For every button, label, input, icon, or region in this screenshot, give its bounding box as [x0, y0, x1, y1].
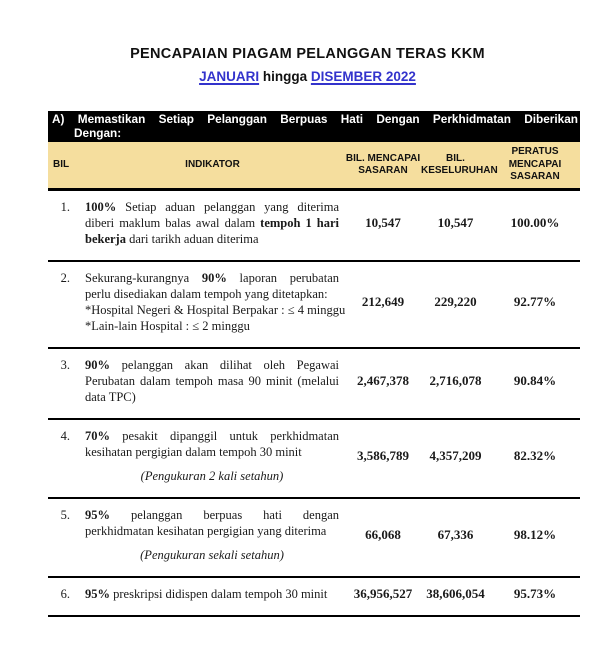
indicator-cell	[80, 199, 345, 247]
indicator-bold-segment: tempoh 1 hari bekerja	[85, 216, 340, 246]
mencapai-value: 212,649	[361, 294, 405, 309]
indicator-segment: pesakit dipanggil untuk perkhidmatan kesihatan pergigian dalam tempoh 30 minit	[85, 429, 339, 459]
keseluruhan-value: 67,336	[437, 527, 474, 542]
indicator-segment: laporan perubatan perlu disediakan dalam tempoh yang ditetapkan:	[85, 271, 340, 301]
table-row	[48, 576, 580, 615]
indicator-bold-segment: 90%	[85, 358, 110, 372]
section-header-band	[48, 111, 580, 142]
indicator-bold-segment: 95%	[85, 508, 110, 522]
col-mencapai-label: BIL. MENCAPAI SASARAN	[345, 152, 421, 176]
peratus-value: 92.77%	[513, 294, 557, 309]
row-number: 3.	[60, 358, 70, 372]
col-peratus-label: PERATUS MENCAPAI SASARAN	[508, 146, 562, 183]
col-keseluruhan-label: BIL. KESELURUHAN	[421, 152, 498, 176]
row-number: 1.	[60, 200, 70, 214]
indicator-text	[85, 428, 339, 460]
indicator-segment: Setiap aduan pelanggan yang diterima diberi maklum balas awal dalam	[85, 200, 339, 230]
indicator-cell	[80, 428, 345, 484]
indicator-text	[85, 507, 339, 539]
mencapai-value: 2,467,378	[357, 373, 409, 388]
table-row	[48, 418, 580, 497]
indicator-text	[85, 357, 339, 405]
row-number: 5.	[60, 508, 70, 522]
indicator-segment: dari tarikh aduan diterima	[125, 232, 259, 246]
indicator-extra-line: *Lain-lain Hospital : ≤ 2 minggu	[85, 319, 250, 333]
indicator-cell	[80, 270, 345, 334]
indicator-segment: preskripsi didispen dalam tempoh 30 minit	[110, 587, 328, 601]
mencapai-value: 10,547	[365, 215, 401, 230]
mencapai-value: 66,068	[365, 527, 401, 542]
indicator-note: (Pengukuran sekali setahun)	[140, 548, 284, 562]
keseluruhan-value: 38,606,054	[426, 586, 485, 601]
achievement-table	[48, 111, 580, 617]
indicator-bold-segment: 90%	[201, 271, 227, 285]
indicator-text	[85, 586, 339, 602]
peratus-value: 100.00%	[510, 215, 560, 230]
keseluruhan-value: 10,547	[437, 215, 474, 230]
indicator-note: (Pengukuran 2 kali setahun)	[140, 469, 284, 483]
subtitle	[0, 69, 615, 84]
subtitle-link-januari[interactable]: JANUARI	[199, 69, 260, 84]
subtitle-link-disember[interactable]: DISEMBER 2022	[310, 69, 416, 84]
indicator-extra-line: *Hospital Negeri & Hospital Berpakar : ≤ 4 minggu	[85, 303, 346, 317]
indicator-segment: Sekurang-kurangnya	[85, 271, 202, 285]
col-indikator-label: INDIKATOR	[185, 158, 240, 170]
peratus-value: 95.73%	[513, 586, 557, 601]
col-bil-label: BIL	[53, 158, 70, 170]
keseluruhan-value: 229,220	[434, 294, 477, 309]
table-row	[48, 497, 580, 576]
table-row	[48, 260, 580, 347]
subtitle-hingga-text: hingga	[262, 69, 308, 84]
indicator-bold-segment: 70%	[85, 429, 110, 443]
indicator-bold-segment: 100%	[85, 200, 117, 214]
keseluruhan-value: 2,716,078	[429, 373, 482, 388]
keseluruhan-value: 4,357,209	[429, 448, 482, 463]
peratus-value: 82.32%	[513, 448, 557, 463]
indicator-cell	[80, 507, 345, 563]
table-rows	[48, 191, 580, 617]
peratus-value: 98.12%	[513, 527, 557, 542]
column-header-row	[48, 142, 580, 191]
indicator-segment: pelanggan berpuas hati dengan perkhidmatan kesihatan pergigian yang diterima	[85, 508, 339, 538]
indicator-cell	[80, 357, 345, 405]
peratus-value: 90.84%	[513, 373, 557, 388]
row-number: 4.	[60, 429, 70, 443]
indicator-cell	[80, 586, 345, 602]
row-number: 6.	[60, 587, 70, 601]
page-title: PENCAPAIAN PIAGAM PELANGGAN TERAS KKM	[130, 46, 485, 62]
indicator-text	[85, 270, 339, 302]
row-number: 2.	[60, 271, 70, 285]
section-header-line1: A) Memastikan Setiap Pelanggan Berpuas Hati Dengan Perkhidmatan Diberikan	[52, 112, 578, 126]
indicator-segment: pelanggan akan dilihat oleh Pegawai Perubatan dalam tempoh masa 90 minit (melalui data TPC)	[85, 358, 339, 404]
table-row	[48, 191, 580, 260]
section-header-line2: Dengan:	[74, 126, 122, 140]
table-row	[48, 347, 580, 418]
indicator-bold-segment: 95%	[85, 587, 110, 601]
indicator-text	[85, 199, 339, 247]
mencapai-value: 36,956,527	[353, 586, 413, 601]
mencapai-value: 3,586,789	[357, 448, 409, 463]
